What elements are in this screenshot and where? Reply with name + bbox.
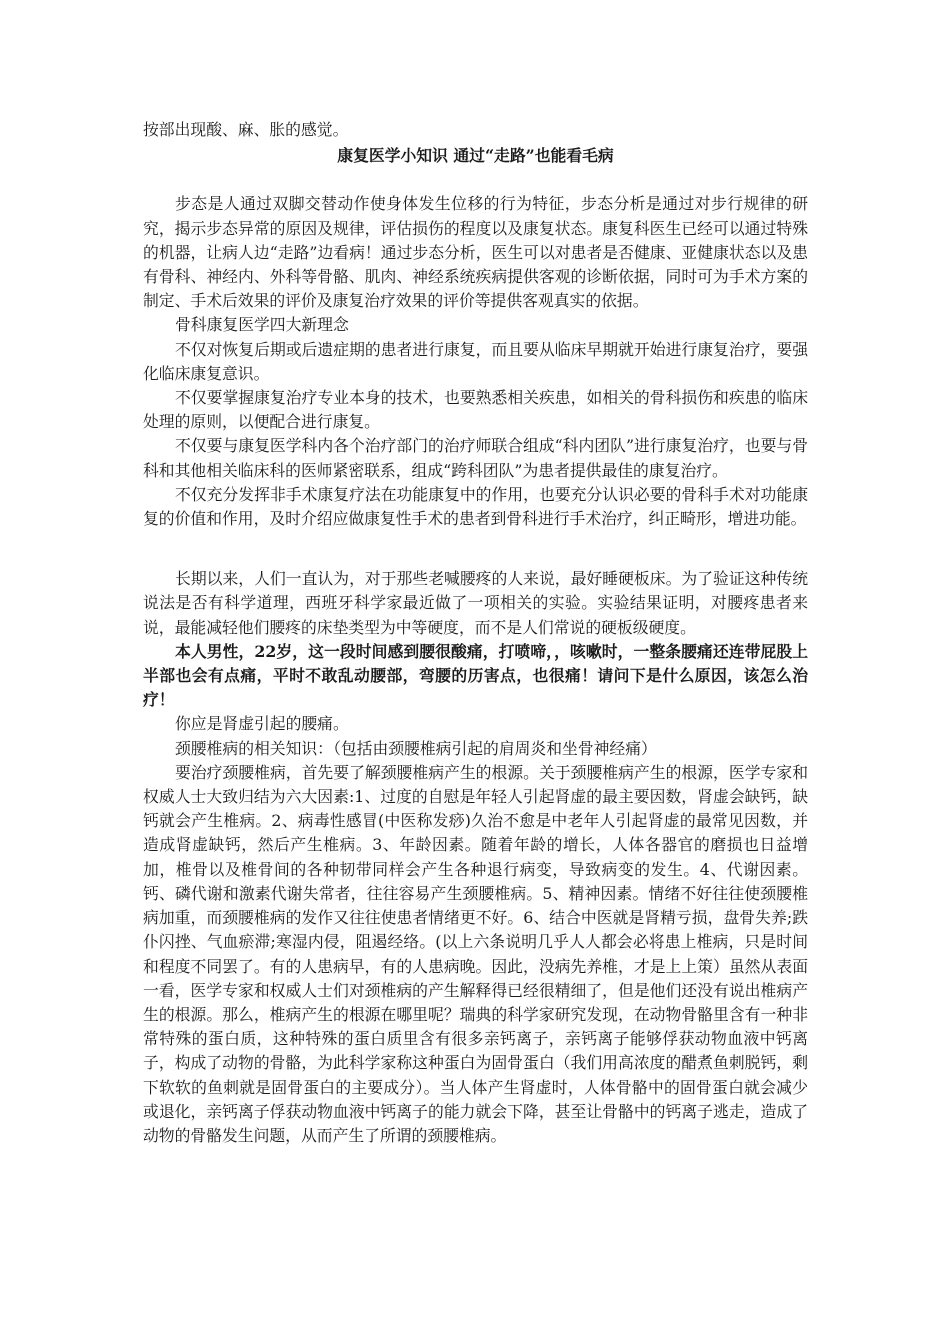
- subheading-four-concepts: 骨科康复医学四大新理念: [175, 315, 349, 335]
- answer-line: 你应是肾虚引起的腰痛。: [175, 714, 349, 734]
- article-title: 康复医学小知识 通过“走路”也能看毛病: [337, 146, 614, 166]
- paragraph-concept-4: 不仅充分发挥非手术康复疗法在功能康复中的作用，也要充分认识必要的骨科手术对功能康复的价值和作用，及时介绍应做康复性手术的患者到骨科进行手术治疗，纠正畸形，增进功能。: [143, 484, 808, 529]
- paragraph-causes: 要治疗颈腰椎病，首先要了解颈腰椎病产生的根源。关于颈腰椎病产生的根源，医学专家和权威人士大致归结为六大因素:1、过度的自慰是年轻人引起肾虚的最主要因数，肾虚会缺钙，缺钙就会产生椎病。2、病毒性感冒(中医称发痧)久治不愈是中老年人引起肾虚的最常见因数，并造成肾虚缺钙，然后产生椎病。3、年龄因素。随着年龄的增长，人体各器官的磨损也日益增加，椎骨以及椎骨间的各种韧带同样会产生各种退行病变，导致病变的发生。4、代谢因素。钙、磷代谢和激素代谢失常者，往往容易产生颈腰椎病。5、精神因素。情绪不好往往使颈腰椎病加重，而颈腰椎病的发作又往往使患者情绪更不好。6、结合中医就是肾精亏损，盘骨失养;跌仆闪挫、气血瘀滞;寒湿内侵，阻遏经络。(以上六条说明几乎人人都会必将患上椎病，只是时间和程度不同罢了。有的人患病早，有的人患病晚。因此，没病先养椎，才是上上策）虽然从表面一看，医学专家和权威人士们对颈椎病的产生解释得已经很精细了，但是他们还没有说出椎病产生的根源。那么，椎病产生的根源在哪里呢？瑞典的科学家研究发现，在动物骨骼里含有一种非常特殊的蛋白质，这种特殊的蛋白质里含有很多亲钙离子，亲钙离子能够俘获动物血液中钙离子，构成了动物的骨骼，为此科学家称这种蛋白为固骨蛋白（我们用高浓度的醋煮鱼刺脱钙，剩下软软的鱼刺就是固骨蛋白的主要成分）。当人体产生肾虚时，人体骨骼中的固骨蛋白就会减少或退化，亲钙离子俘获动物血液中钙离子的能力就会下降，甚至让骨骼中的钙离子逃走，造成了动物的骨骼发生问题，从而产生了所谓的颈腰椎病。: [143, 762, 808, 1145]
- paragraph-concept-3: 不仅要与康复医学科内各个治疗部门的治疗师联合组成“科内团队”进行康复治疗，也要与骨科和其他相关临床科的医师紧密联系，组成“跨科团队”为患者提供最佳的康复治疗。: [143, 436, 808, 480]
- document-page: [143, 118, 808, 1148]
- spacer: [143, 168, 808, 192]
- paragraph-gait-analysis: 步态是人通过双脚交替动作使身体发生位移的行为特征，步态分析是通过对步行规律的研究，揭示步态异常的原因及规律，评估损伤的程度以及康复状态。康复科医生已经可以通过特殊的机器，让病人边“走路”边看病！通过步态分析，医生可以对患者是否健康、亚健康状态以及患有骨科、神经内、外科等骨骼、肌肉、神经系统疾病提供客观的诊断依据，同时可为手术方案的制定、手术后效果的评价及康复治疗效果的评价等提供客观真实的依据。: [143, 194, 808, 311]
- spacer: [143, 531, 808, 567]
- knowledge-heading: 颈腰椎病的相关知识：（包括由颈腰椎病引起的肩周炎和坐骨神经痛）: [175, 738, 657, 758]
- paragraph-concept-1: 不仅对恢复后期或后遗症期的患者进行康复，而且要从临床早期就开始进行康复治疗，要强化临床康复意识。: [143, 339, 808, 383]
- patient-question: 本人男性，22岁，这一段时间感到腰很酸痛，打喷啼，，咳嗽时，一整条腰痛还连带屁股上半部也会有点痛，平时不敢乱动腰部，弯腰的历害点，也很痛！请问下是什么原因，该怎么治疗！: [143, 641, 808, 710]
- paragraph-mattress: 长期以来，人们一直认为，对于那些老喊腰疼的人来说，最好睡硬板床。为了验证这种传统说法是否有科学道理，西班牙科学家最近做了一项相关的实验。实验结果证明，对腰疼患者来说，最能减轻他们腰疼的床垫类型为中等硬度，而不是人们常说的硬板级硬度。: [143, 569, 808, 637]
- paragraph-concept-2: 不仅要掌握康复治疗专业本身的技术，也要熟悉相关疾患，如相关的骨科损伤和疾患的临床处理的原则，以便配合进行康复。: [143, 388, 808, 432]
- continued-line: 按部出现酸、麻、胀的感觉。: [143, 120, 349, 139]
